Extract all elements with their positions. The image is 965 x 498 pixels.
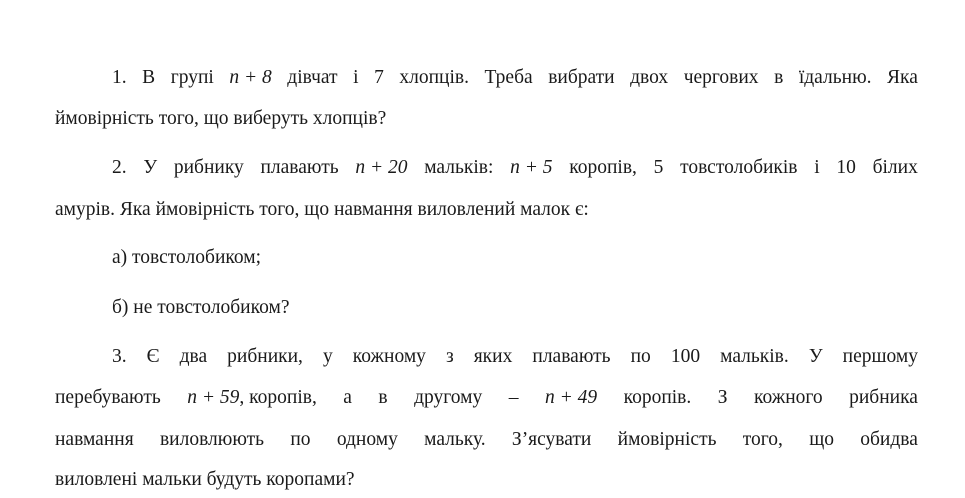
text-segment: мальків: — [424, 157, 494, 178]
problem-1-line-2: ймовірність того, що виберуть хлопців? — [55, 108, 387, 129]
text-segment: 10 — [836, 157, 856, 178]
text-segment: першому — [842, 346, 918, 367]
text-segment: 3. — [112, 346, 127, 367]
text-segment: В — [142, 67, 156, 88]
text-segment: мальків. — [720, 346, 789, 367]
text-segment: в — [774, 67, 784, 88]
text-segment: З’ясувати — [511, 429, 592, 450]
text-segment: навмання — [55, 429, 134, 450]
text-segment: плавають — [532, 346, 611, 367]
text-segment: по — [630, 346, 651, 367]
text-segment: чергових — [683, 67, 759, 88]
problem-3-line-1 — [112, 345, 918, 369]
text-segment: 2. — [112, 157, 127, 178]
text-segment: що — [809, 429, 834, 450]
text-segment: мальку. — [424, 429, 486, 450]
text-segment: того, — [742, 429, 783, 450]
text-segment: 100 — [670, 346, 701, 367]
text-segment: рибника — [849, 387, 918, 408]
problem-2-line-1 — [112, 156, 918, 180]
text-segment: другому — [414, 387, 483, 408]
text-segment: по — [290, 429, 311, 450]
text-segment: 7 — [374, 67, 384, 88]
text-segment: кожному — [352, 346, 426, 367]
math-expression: n + 49 — [544, 387, 598, 408]
text-segment: виловлюють — [159, 429, 265, 450]
text-segment: рибники, — [227, 346, 303, 367]
text-segment: одному — [336, 429, 398, 450]
text-segment: хлопців. — [399, 67, 469, 88]
text-segment: перебувають — [55, 387, 161, 408]
text-segment: ймовірність — [617, 429, 717, 450]
problem-2-option-a: а) товстолобиком; — [112, 247, 262, 268]
problem-3-line-2 — [55, 386, 918, 410]
problem-1-line-1 — [112, 66, 918, 90]
text-segment: і — [814, 157, 820, 178]
text-segment: вибрати — [548, 67, 615, 88]
problem-2-line-2: амурів. Яка ймовірність того, що навмання виловлений малок є: — [55, 199, 589, 220]
text-segment: 1. — [112, 67, 127, 88]
text-segment: У — [143, 157, 158, 178]
text-segment: білих — [872, 157, 918, 178]
math-expression: n + 8 — [229, 67, 272, 88]
text-segment: – — [508, 387, 519, 408]
text-segment: з — [445, 346, 454, 367]
text-segment: два — [179, 346, 208, 367]
text-segment: З — [717, 387, 728, 408]
text-segment: у — [322, 346, 333, 367]
text-segment: Треба — [484, 67, 533, 88]
text-segment: коропів. — [623, 387, 692, 408]
text-segment: кожного — [753, 387, 823, 408]
text-segment: коропів, — [569, 157, 637, 178]
text-segment: яких — [473, 346, 513, 367]
text-segment: в — [378, 387, 388, 408]
text-segment: У — [808, 346, 823, 367]
text-segment: 5 — [653, 157, 664, 178]
text-segment: товстолобиків — [680, 157, 798, 178]
problem-3-line-4: виловлені мальки будуть коропами? — [55, 469, 355, 490]
problem-3-line-3 — [55, 428, 918, 452]
math-expression: n + 20 — [355, 157, 408, 178]
text-segment: двох — [630, 67, 669, 88]
text-segment: рибнику — [173, 157, 244, 178]
math-expression: n + 59, коропів, — [187, 387, 317, 408]
text-segment: їдальню. — [798, 67, 872, 88]
text-segment: Яка — [887, 67, 918, 88]
text-segment: плавають — [260, 157, 339, 178]
problem-2-option-b: б) не товстолобиком? — [112, 297, 290, 318]
text-segment: групі — [170, 67, 214, 88]
text-segment: дівчат — [287, 67, 338, 88]
text-segment: Є — [146, 346, 160, 367]
math-expression: n + 5 — [510, 157, 553, 178]
text-segment: і — [353, 67, 359, 88]
text-segment: обидва — [860, 429, 918, 450]
text-segment: а — [343, 387, 352, 408]
